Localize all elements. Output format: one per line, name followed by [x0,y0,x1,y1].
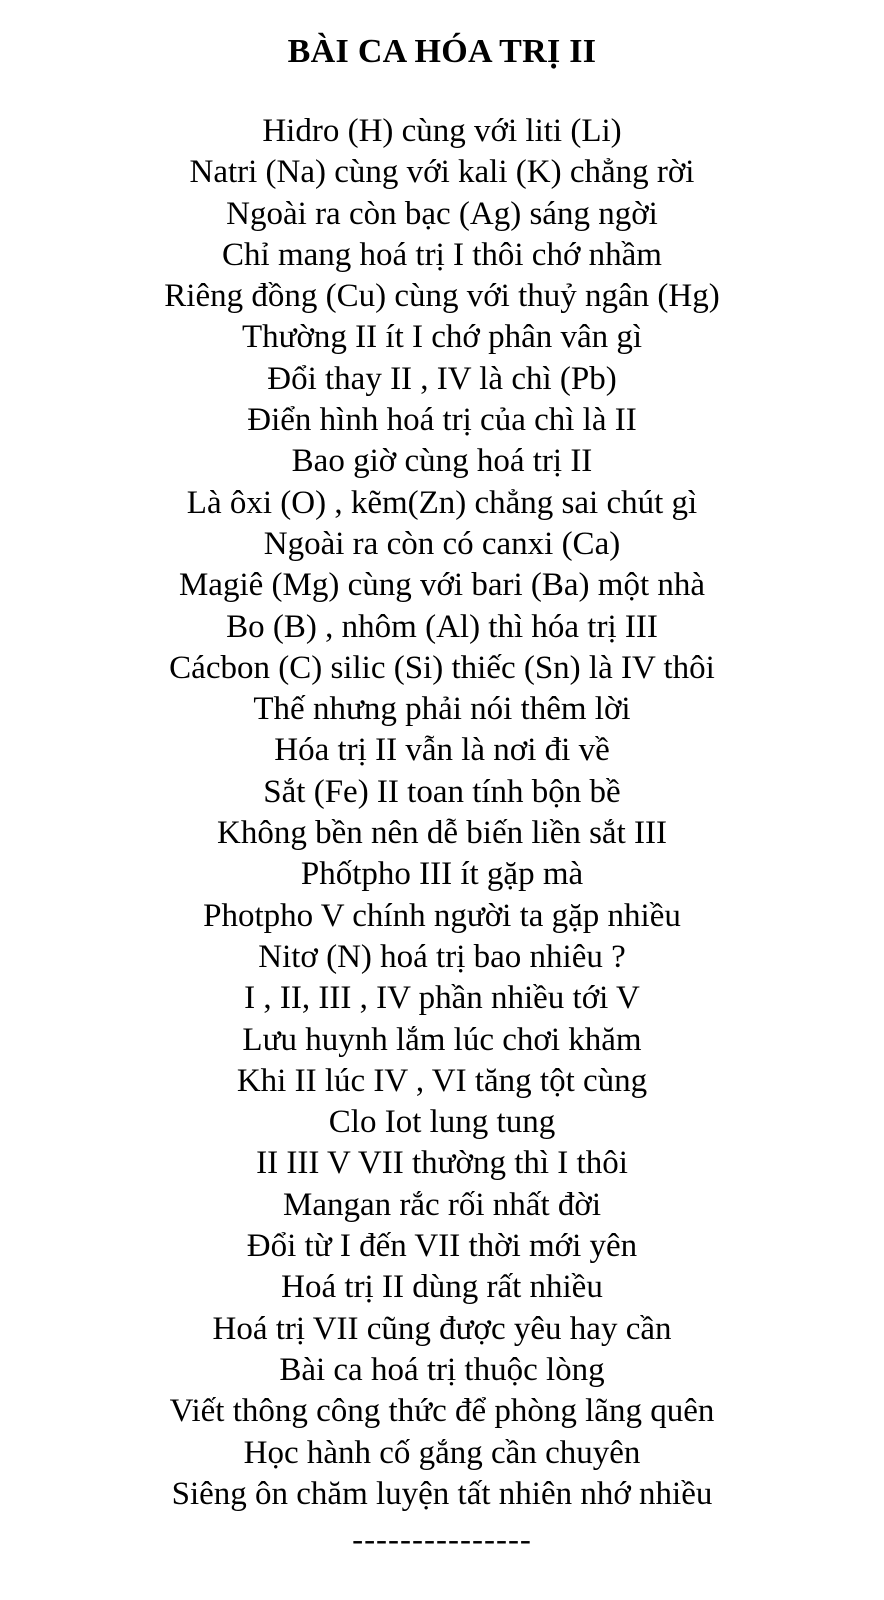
poem-line: Ngoài ra còn bạc (Ag) sáng ngời [226,195,658,232]
poem-title: BÀI CA HÓA TRỊ II [287,33,597,70]
poem-line: Phốtpho III ít gặp mà [300,856,584,893]
poem-line: Là ôxi (O) , kẽm(Zn) chẳng sai chút gì [186,484,698,521]
poem-line: Nitơ (N) hoá trị bao nhiêu ? [258,938,626,975]
poem-line: Không bền nên dễ biến liền sắt III [217,815,667,852]
poem-line: Riêng đồng (Cu) cùng với thuỷ ngân (Hg) [164,278,720,315]
poem-line: Ngoài ra còn có canxi (Ca) [263,525,621,562]
poem-line: Khi II lúc IV , VI tăng tột cùng [236,1062,648,1099]
poem-line: Bao giờ cùng hoá trị II [291,443,593,480]
poem-body [0,111,884,1515]
poem-line: Hidro (H) cùng với liti (Li) [262,113,622,149]
poem-line: Siêng ôn chăm luyện tất nhiên nhớ nhiều [171,1475,713,1512]
poem-line: Thế nhưng phải nói thêm lời [253,691,631,728]
poem-line: Hoá trị VII cũng được yêu hay cần [212,1310,672,1347]
poem-line: Clo Iot lung tung [328,1104,556,1141]
poem-line: Bo (B) , nhôm (Al) thì hóa trị III [226,608,658,645]
poem-line: Bài ca hoá trị thuộc lòng [279,1351,605,1388]
poem-line: Đổi từ I đến VII thời mới yên [246,1228,638,1265]
poem-line: Hóa trị II vẫn là nơi đi về [274,732,610,769]
poem-line: Natri (Na) cùng với kali (K) chẳng rời [189,154,695,191]
poem-line: Photpho V chính người ta gặp nhiều [203,897,681,934]
poem-line: Cácbon (C) silic (Si) thiếc (Sn) là IV thôi [169,649,715,686]
poem-line: Đổi thay II , IV là chì (Pb) [267,360,617,397]
poem-line: Điển hình hoá trị của chì là II [247,402,637,439]
poem-line: I , II, III , IV phần nhiều tới V [244,980,640,1017]
poem-line: Mangan rắc rối nhất đời [282,1186,601,1223]
poem-line: Magiê (Mg) cùng với bari (Ba) một nhà [178,567,706,604]
poem-line: Hoá trị II dùng rất nhiều [281,1269,603,1306]
poem-line: Viết thông công thức để phòng lãng quên [169,1393,715,1430]
poem-line: Lưu huynh lắm lúc chơi khăm [242,1021,642,1058]
end-separator: --------------- [352,1522,532,1558]
poem-line: Chỉ mang hoá trị I thôi chớ nhầm [222,236,662,273]
poem-line: Sắt (Fe) II toan tính bộn bề [263,773,621,810]
poem-line: Thường II ít I chớ phân vân gì [241,319,643,356]
poem-line: II III V VII thường thì I thôi [256,1145,628,1182]
poem-line: Học hành cố gắng cần chuyên [243,1434,641,1471]
